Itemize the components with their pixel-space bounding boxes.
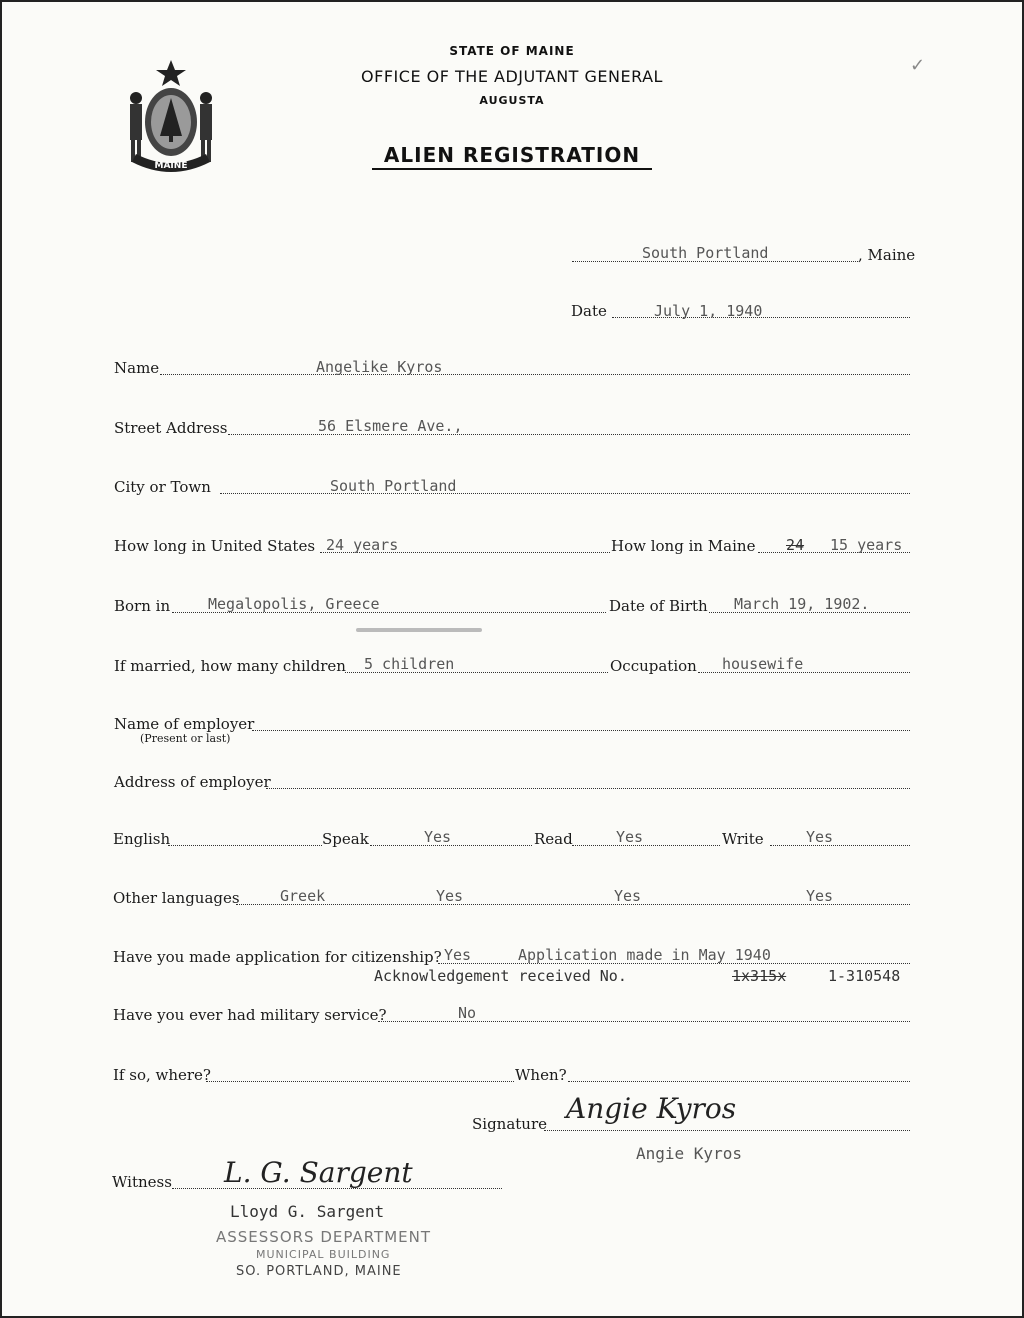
maine-label: How long in Maine xyxy=(611,537,756,555)
seal-banner-text: MAINE xyxy=(154,161,188,171)
maine-value: 15 years xyxy=(830,536,903,554)
citizenship-label: Have you made application for citizenship? xyxy=(113,948,442,966)
header-office: OFFICE OF THE ADJUTANT GENERAL xyxy=(361,67,663,86)
city-value: South Portland xyxy=(330,477,457,495)
employer-label: Name of employer xyxy=(114,715,255,733)
dob-label: Date of Birth xyxy=(609,597,708,615)
other-languages-label: Other languages xyxy=(113,889,240,907)
signature-typed: Angie Kyros xyxy=(636,1144,742,1163)
other-write-value: Yes xyxy=(806,887,834,905)
form-title: ALIEN REGISTRATION xyxy=(383,143,641,167)
maine-struck-value: 24 xyxy=(786,536,805,554)
us-label: How long in United States xyxy=(114,537,316,555)
check-mark-icon: ✓ xyxy=(910,55,926,76)
name-label: Name xyxy=(114,359,160,377)
stamp-city: SO. PORTLAND, MAINE xyxy=(236,1264,402,1279)
write-value: Yes xyxy=(806,828,834,846)
stamp-department: ASSESSORS DEPARTMENT xyxy=(216,1228,432,1246)
when-label: When? xyxy=(515,1066,567,1084)
write-label: Write xyxy=(722,830,764,848)
witness-typed: Lloyd G. Sargent xyxy=(230,1202,385,1221)
employer-address-label: Address of employer xyxy=(114,773,271,791)
title-underline xyxy=(372,168,652,170)
erasure-smudge xyxy=(356,628,482,632)
military-value: No xyxy=(458,1004,477,1022)
signature-handwritten: Angie Kyros xyxy=(566,1092,737,1125)
acknowledgement-number: 1-310548 xyxy=(828,967,901,985)
where-label: If so, where? xyxy=(113,1066,211,1084)
other-speak-value: Yes xyxy=(436,887,464,905)
read-value: Yes xyxy=(616,828,644,846)
witness-label: Witness xyxy=(112,1173,172,1191)
header-state: STATE OF MAINE xyxy=(449,44,575,58)
witness-handwritten: L. G. Sargent xyxy=(224,1156,413,1189)
children-value: 5 children xyxy=(364,655,455,673)
occupation-value: housewife xyxy=(722,655,804,673)
speak-label: Speak xyxy=(322,830,369,848)
occupation-label: Occupation xyxy=(610,657,697,675)
citizenship-note: Application made in May 1940 xyxy=(518,946,771,964)
other-languages-value: Greek xyxy=(280,887,326,905)
city-label: City or Town xyxy=(114,478,211,496)
street-label: Street Address xyxy=(114,419,228,437)
acknowledgement-text: Acknowledgement received No. xyxy=(374,967,627,985)
employer-sublabel: (Present or last) xyxy=(140,732,231,745)
born-value: Megalopolis, Greece xyxy=(208,595,380,613)
name-value: Angelike Kyros xyxy=(316,358,443,376)
place-suffix: , Maine xyxy=(858,246,916,264)
read-label: Read xyxy=(534,830,573,848)
children-label: If married, how many children xyxy=(114,657,346,675)
english-label: English xyxy=(113,830,171,848)
citizenship-value: Yes xyxy=(444,946,472,964)
born-label: Born in xyxy=(114,597,171,615)
dob-value: March 19, 1902. xyxy=(734,595,870,613)
speak-value: Yes xyxy=(424,828,452,846)
date-value: July 1, 1940 xyxy=(654,302,763,320)
signature-label: Signature xyxy=(472,1115,548,1133)
header-city: AUGUSTA xyxy=(479,94,545,107)
acknowledgement-struck-number: 1x315x xyxy=(732,967,787,985)
military-label: Have you ever had military service? xyxy=(113,1006,387,1024)
stamp-building: MUNICIPAL BUILDING xyxy=(256,1248,391,1261)
us-value: 24 years xyxy=(326,536,399,554)
date-label: Date xyxy=(571,302,607,320)
street-value: 56 Elsmere Ave., xyxy=(318,417,463,435)
place-value: South Portland xyxy=(642,244,769,262)
other-read-value: Yes xyxy=(614,887,642,905)
